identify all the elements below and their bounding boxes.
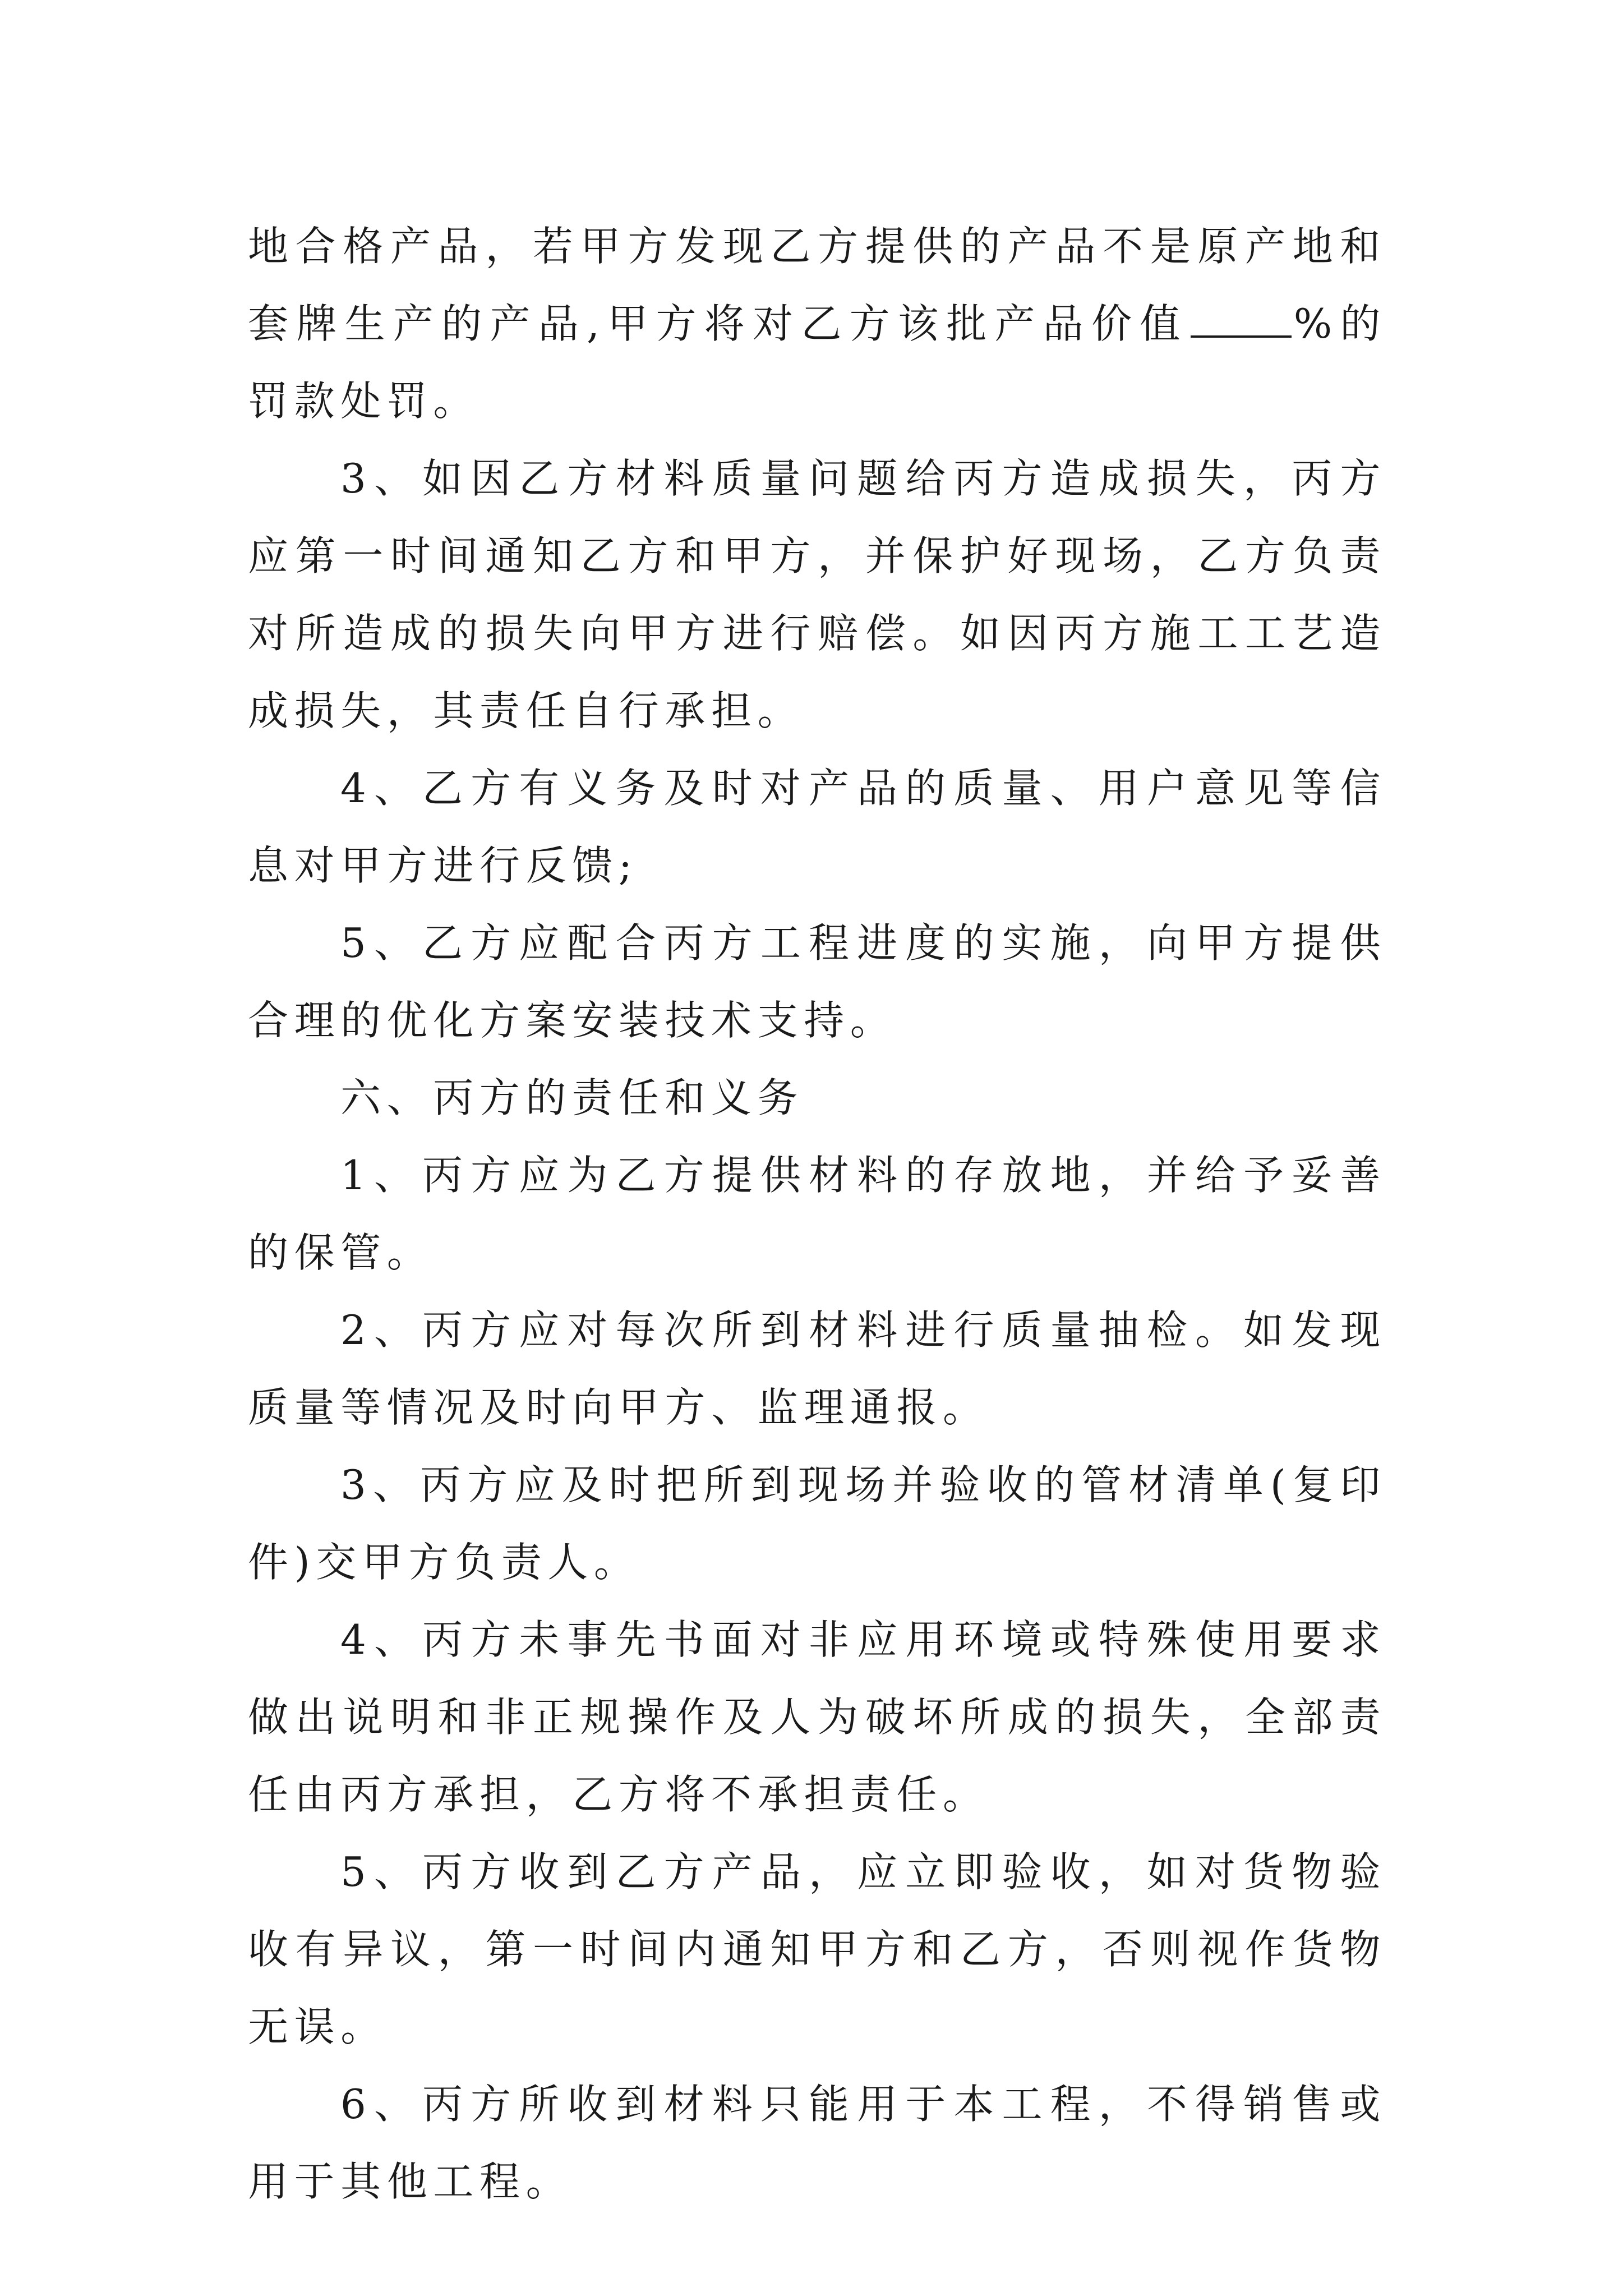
paragraph-party-b-item-4: 4、乙方有义务及时对产品的质量、用户意见等信息对甲方进行反馈; [248, 765, 1386, 889]
paragraph-party-c-item-6: 6、丙方所收到材料只能用于本工程，不得销售或用于其他工程。 [248, 2081, 1386, 2205]
paragraph-party-c-item-5: 5、丙方收到乙方产品，应立即验收，如对货物验收有异议，第一时间内通知甲方和乙方，否则视作货物无误。 [248, 1848, 1386, 2050]
paragraph-party-c-item-2: 2、丙方应对每次所到材料进行质量抽检。如发现质量等情况及时向甲方、监理通报。 [248, 1306, 1386, 1431]
paragraph-text-after-blank: %的罚款处罚。 [248, 300, 1386, 425]
fill-in-blank [1191, 302, 1292, 338]
paragraph-continuation [248, 208, 1386, 440]
document-page [248, 208, 1386, 2220]
paragraph-party-b-item-5: 5、乙方应配合丙方工程进度的实施，向甲方提供合理的优化方案安装技术支持。 [248, 919, 1386, 1044]
paragraph-party-c-item-3: 3、丙方应及时把所到现场并验收的管材清单(复印件)交甲方负责人。 [248, 1461, 1386, 1586]
section-heading-party-c: 六、丙方的责任和义务 [340, 1074, 804, 1121]
paragraph-party-c-item-4: 4、丙方未事先书面对非应用环境或特殊使用要求做出说明和非正规操作及人为破坏所成的损失，全部责任由丙方承担，乙方将不承担责任。 [248, 1616, 1386, 1818]
paragraph-party-b-item-3: 3、如因乙方材料质量问题给丙方造成损失，丙方应第一时间通知乙方和甲方，并保护好现场，乙方负责对所造成的损失向甲方进行赔偿。如因丙方施工工艺造成损失，其责任自行承担。 [248, 455, 1386, 734]
paragraph-text-before-blank: 地合格产品，若甲方发现乙方提供的产品不是原产地和套牌生产的产品,甲方将对乙方该批产品价值 [248, 223, 1386, 347]
paragraph-party-c-item-1: 1、丙方应为乙方提供材料的存放地，并给予妥善的保管。 [248, 1152, 1386, 1276]
